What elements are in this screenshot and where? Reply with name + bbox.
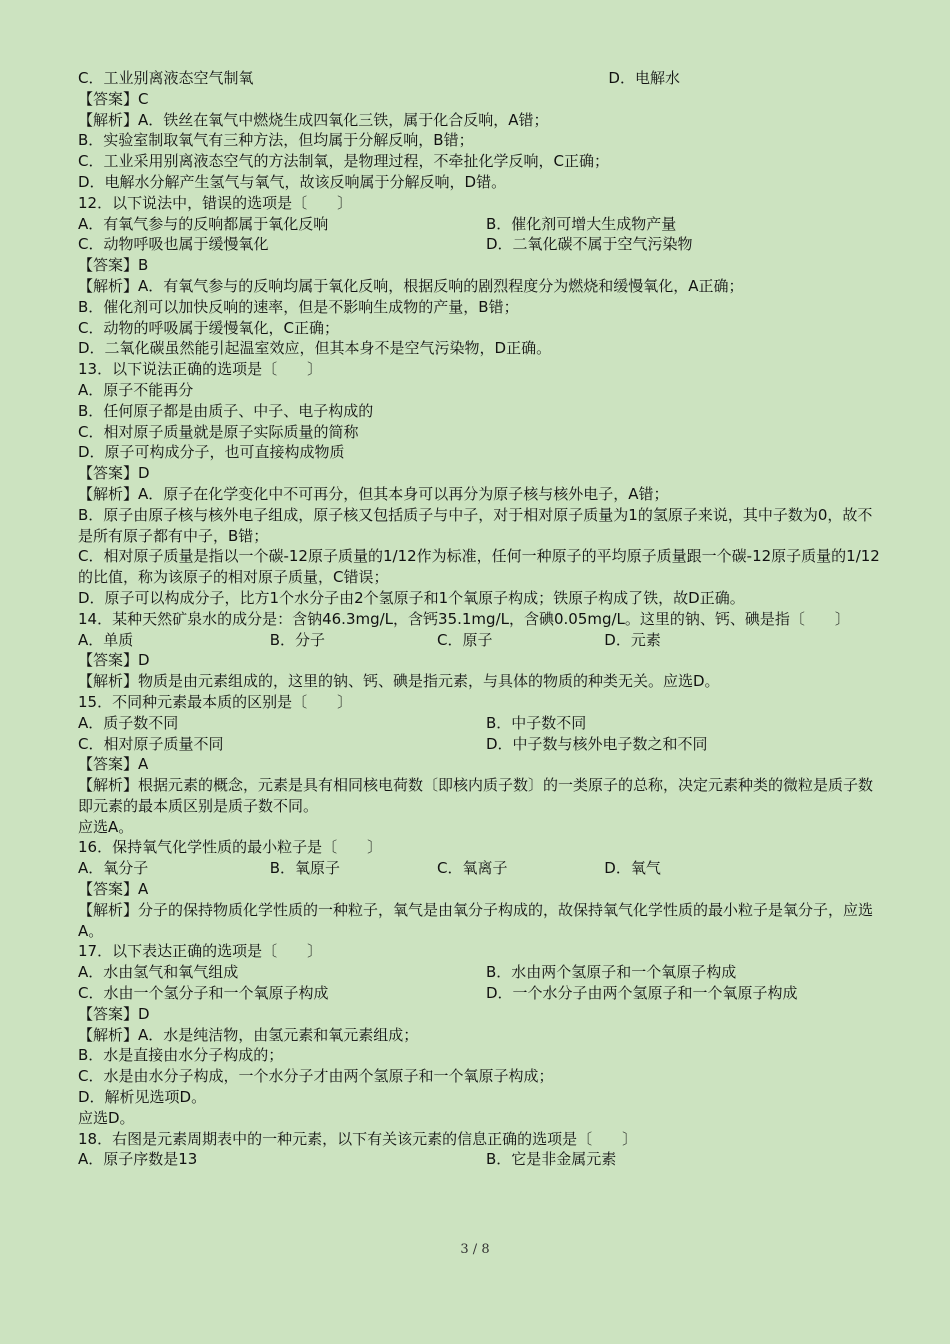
- q13-explain-b: B．原子由原子核与核外电子组成，原子核又包括质子与中子，对于相对原子质量为1的氢原子来说，其中子数为0，故不是所有原子都有中子，B错；: [78, 505, 873, 545]
- q14-option-c: C．原子: [437, 630, 493, 649]
- q12-option-a: A．有氧气参与的反响都属于氧化反响: [78, 214, 329, 233]
- q12-option-b: B．催化剂可增大生成物产量: [486, 214, 677, 233]
- document-page: [68, 68, 884, 1170]
- q15-options-cd: [68, 734, 884, 755]
- q17-explain-5: 应选D。: [78, 1108, 135, 1127]
- q17-answer: 【答案】D: [78, 1004, 150, 1023]
- q13-explain-d: D．原子可以构成分子，比方1个水分子由2个氢原子和1个氧原子构成；铁原子构成了铁，故D正确。: [78, 588, 745, 607]
- q14-options: [68, 630, 884, 651]
- q15-option-a: A．质子数不同: [78, 713, 179, 732]
- q16-option-d: D．氧气: [604, 859, 661, 878]
- q14-option-a: A．单质: [78, 630, 134, 649]
- q12-option-d: D．二氧化碳不属于空气污染物: [486, 235, 693, 254]
- q16-option-b: B．氧原子: [269, 859, 341, 878]
- q16-options: [68, 858, 884, 879]
- q15-option-c: C．相对原子质量不同: [78, 734, 224, 753]
- q13-stem: 13．以下说法正确的选项是〔 〕: [78, 360, 323, 379]
- q13-option-b: B．任何原子都是由质子、中子、电子构成的: [78, 401, 374, 420]
- q17-options-cd: [68, 983, 884, 1004]
- page-number: 3 / 8: [460, 1242, 490, 1257]
- q11-explain-2: B．实验室制取氧气有三种方法，但均属于分解反响，B错；: [78, 131, 474, 150]
- q15-option-d: D．中子数与核外电子数之和不同: [486, 734, 708, 753]
- q18-option-a: A．原子序数是13: [78, 1150, 198, 1169]
- q18-stem: 18．右图是元素周期表中的一种元素，以下有关该元素的信息正确的选项是〔 〕: [78, 1129, 638, 1148]
- q14-explain: 【解析】物质是由元素组成的，这里的钠、钙、碘是指元素，与具体的物质的种类无关。应选D。: [78, 672, 720, 691]
- q16-option-c: C．氧离子: [437, 859, 508, 878]
- q16-explain: 【解析】分子的保持物质化学性质的一种粒子，氧气是由氧分子构成的，故保持氧气化学性质的最小粒子是氧分子，应选A。: [78, 900, 874, 940]
- q12-option-c: C．动物呼吸也属于缓慢氧化: [78, 235, 269, 254]
- q15-answer: 【答案】A: [78, 755, 149, 774]
- q18-options-ab: [68, 1149, 884, 1170]
- q17-option-a: A．水由氢气和氧气组成: [78, 963, 239, 982]
- q13-explain-c: C．相对原子质量是指以一个碳-12原子质量的1/12作为标准，任何一种原子的平均原子质量跟一个碳-12原子质量的1/12的比值，称为该原子的相对原子质量，C错误；: [78, 547, 880, 587]
- q16-stem: 16．保持氧气化学性质的最小粒子是〔 〕: [78, 838, 383, 857]
- q15-option-b: B．中子数不同: [486, 713, 587, 732]
- q15-options-ab: [68, 713, 884, 734]
- q14-option-d: D．元素: [604, 630, 661, 649]
- q12-answer: 【答案】B: [78, 256, 149, 275]
- q14-option-b: B．分子: [269, 630, 326, 649]
- q13-option-c: C．相对原子质量就是原子实际质量的简称: [78, 422, 359, 441]
- q12-options-cd: [68, 234, 884, 255]
- q11-answer: 【答案】C: [78, 89, 149, 108]
- q14-stem: 14．某种天然矿泉水的成分是：含钠46.3mg/L，含钙35.1mg/L，含碘0.05mg/L。这里的钠、钙、碘是指〔 〕: [78, 609, 850, 628]
- q11-explain-1: 【解析】A．铁丝在氧气中燃烧生成四氧化三铁，属于化合反响，A错；: [78, 110, 549, 129]
- q17-explain-2: B．水是直接由水分子构成的；: [78, 1046, 284, 1065]
- q13-explain-a: 【解析】A．原子在化学变化中不可再分，但其本身可以再分为原子核与核外电子，A错；: [78, 484, 669, 503]
- q11-explain-4: D．电解水分解产生氢气与氧气，故该反响属于分解反响，D错。: [78, 172, 507, 191]
- q11-option-c: C．工业别离液态空气制氧: [78, 69, 254, 87]
- q17-explain-1: 【解析】A．水是纯洁物，由氢元素和氧元素组成；: [78, 1025, 419, 1044]
- q12-explain-2: B．催化剂可以加快反响的速率，但是不影响生成物的产量，B错；: [78, 297, 519, 316]
- q17-option-b: B．水由两个氢原子和一个氧原子构成: [486, 963, 737, 982]
- q12-explain-4: D．二氧化碳虽然能引起温室效应，但其本身不是空气污染物，D正确。: [78, 339, 552, 358]
- q12-explain-3: C．动物的呼吸属于缓慢氧化，C正确；: [78, 318, 339, 337]
- q15-explain: 【解析】根据元素的概念，元素是具有相同核电荷数〔即核内质子数〕的一类原子的总称，决定元素种类的微粒是质子数即元素的最本质区别是质子数不同。: [78, 776, 874, 815]
- q11-options-cd: [68, 68, 884, 89]
- q17-options-ab: [68, 962, 884, 983]
- q12-explain-1: 【解析】A．有氧气参与的反响均属于氧化反响，根据反响的剧烈程度分为燃烧和缓慢氧化，A正确；: [78, 276, 744, 295]
- q17-explain-4: D．解析见选项D。: [78, 1088, 207, 1107]
- q11-option-d: D．电解水: [608, 69, 680, 87]
- q11-explain-3: C．工业采用别离液态空气的方法制氧，是物理过程，不牵扯化学反响，C正确；: [78, 152, 609, 171]
- q13-answer: 【答案】D: [78, 464, 150, 483]
- q12-options-ab: [68, 214, 884, 235]
- q17-option-d: D．一个水分子由两个氢原子和一个氧原子构成: [486, 984, 798, 1003]
- q15-stem: 15．不同种元素最本质的区别是〔 〕: [78, 692, 353, 711]
- q17-option-c: C．水由一个氢分子和一个氧原子构成: [78, 984, 329, 1003]
- q12-stem: 12．以下说法中，错误的选项是〔 〕: [78, 193, 353, 212]
- q14-answer: 【答案】D: [78, 651, 150, 670]
- q18-option-b: B．它是非金属元素: [486, 1150, 617, 1169]
- q16-answer: 【答案】A: [78, 880, 149, 899]
- q16-option-a: A．氧分子: [78, 859, 149, 878]
- q13-option-d: D．原子可构成分子，也可直接构成物质: [78, 443, 345, 462]
- q17-stem: 17．以下表达正确的选项是〔 〕: [78, 942, 323, 961]
- q13-option-a: A．原子不能再分: [78, 380, 194, 399]
- q15-choose: 应选A。: [78, 817, 134, 836]
- q17-explain-3: C．水是由水分子构成，一个水分子才由两个氢原子和一个氧原子构成；: [78, 1067, 554, 1086]
